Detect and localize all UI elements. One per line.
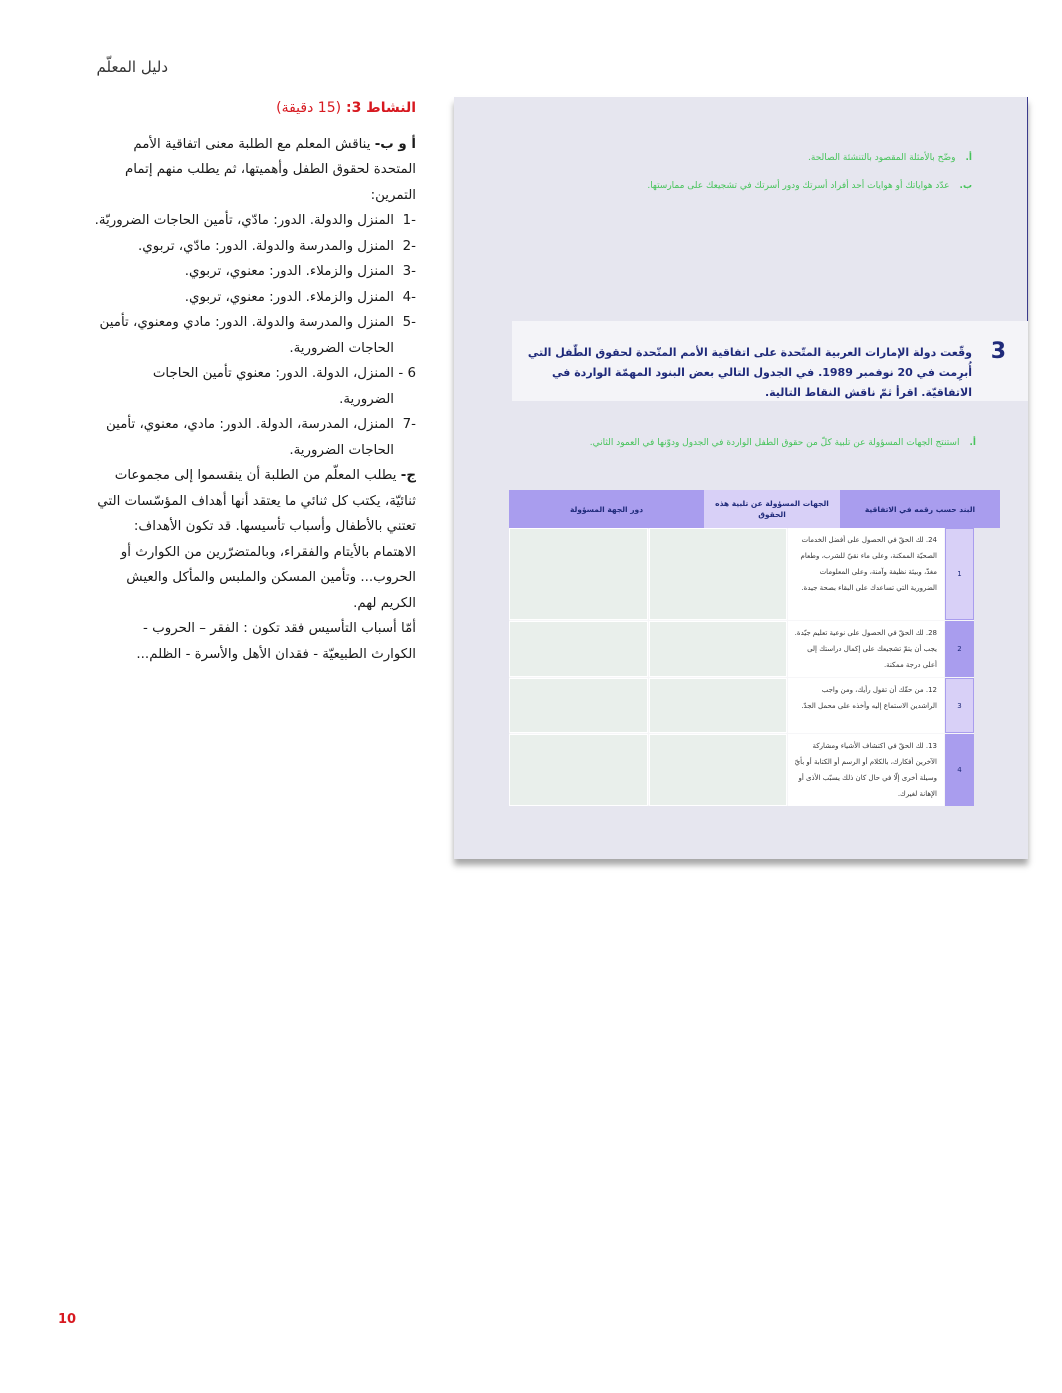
row-number: 4 bbox=[945, 734, 974, 806]
row-number: 2 bbox=[945, 621, 974, 677]
activity-title bbox=[94, 96, 416, 122]
clause-cell: 28. لك الحقّ في الحصول على نوعية تعليم جيّدة. يجب أن يتمّ تشجيعك على إكمال دراستك إلى أعلى درجة ممكنة. bbox=[788, 621, 944, 677]
row-number: 1 bbox=[945, 528, 974, 620]
role-cell bbox=[509, 678, 648, 733]
ab-text: يناقش المعلم مع الطلبة معنى اتفاقية الأمم المتحدة لحقوق الطفل وأهميتها، ثم يطلب منهم إتمام التمرين: bbox=[124, 136, 416, 203]
answer-number: -5 bbox=[402, 315, 416, 330]
header-clause-label: البند حسب رقمه في الاتفاقية bbox=[864, 504, 976, 514]
book-item-b bbox=[647, 181, 972, 191]
role-cell bbox=[509, 621, 648, 677]
answer-text: المنزل والدولة. الدور: مادّي، تأمين الحاجات الضروريّة. bbox=[94, 213, 394, 228]
answer-item bbox=[94, 234, 416, 260]
row-number: 3 bbox=[945, 678, 974, 733]
rights-table bbox=[509, 490, 974, 806]
page-number: 10 bbox=[58, 1312, 77, 1327]
clause-cell: 12. من حقّك أن تقول رأيك، ومن واجب الراشدين الاستماع إليه وأخذه على محمل الجدّ. bbox=[788, 678, 944, 733]
header-parties bbox=[704, 490, 840, 528]
book-item-a bbox=[808, 153, 972, 163]
instruction-a-letter: أ. bbox=[969, 438, 976, 448]
c-paragraph bbox=[94, 463, 416, 616]
table-row bbox=[509, 621, 974, 677]
answer-number: -3 bbox=[402, 264, 416, 279]
answer-text: المنزل والمدرسة والدولة. الدور: مادي ومعنوي، تأمين الحاجات الضرورية. bbox=[99, 315, 394, 356]
activity-title-label: النشاط 3: bbox=[345, 100, 416, 116]
answer-item bbox=[94, 285, 416, 311]
parties-cell bbox=[649, 734, 787, 806]
role-cell bbox=[509, 734, 648, 806]
page-divider-line bbox=[1027, 97, 1028, 321]
answers-list bbox=[94, 208, 416, 463]
answer-item bbox=[94, 412, 416, 463]
header-parties-label: الجهات المسؤولة عن تلبية هذه الحقوق bbox=[715, 499, 829, 519]
instruction-a-text: استنتج الجهات المسؤولة عن تلبية كلّ من حقوق الطفل الواردة في الجدول ودوّنها في العمود الثاني. bbox=[589, 438, 960, 448]
question-text: وقّعت دولة الإمارات العربية المتّحدة على اتفاقية الأمم المتّحدة لحقوق الطّفل التي أُبرِمت في 20 نوفمبر 1989. في الجدول التالي بعض البنود المهمّة الواردة في الاتفاقيّة. اقرأ ثمّ ناقش النقاط التالية. bbox=[527, 346, 972, 399]
answer-number: -2 bbox=[402, 238, 416, 254]
question-number: 3 bbox=[990, 339, 1006, 364]
item-b-letter: ب. bbox=[959, 181, 972, 191]
ab-paragraph bbox=[94, 132, 416, 209]
answer-text: المنزل، الدولة. الدور: معنوي تأمين الحاجات الضرورية. bbox=[152, 366, 394, 407]
ab-label: أ و ب- bbox=[374, 136, 416, 152]
header-clause bbox=[840, 490, 1000, 528]
table-row bbox=[509, 678, 974, 733]
answer-text: المنزل، المدرسة، الدولة. الدور: مادي، معنوي، تأمين الحاجات الضرورية. bbox=[105, 417, 394, 458]
item-b-text: عدّد هواياتك أو هوايات أحد أفراد أسرتك ودور أسرتك في تشجيعك على ممارستها. bbox=[647, 181, 950, 191]
c-text: يطلب المعلّم من الطلبة أن ينقسموا إلى مجموعات ثنائيّة، يكتب كل ثنائي ما يعتقد أنها أهداف المؤسّسات التي تعتني بالأطفال وأسباب تأسيسها. قد تكون الأهداف: الاهتمام بالأيتام والفقراء، وبالمتضرّرين من الكوارث أو الحروب... وتأمين المسكن والملبس والمأكل والعيش الكريم لهم. bbox=[97, 468, 416, 611]
answer-text: المنزل والمدرسة والدولة. الدور: مادّي، تربوي. bbox=[138, 238, 394, 254]
answer-number: -1 bbox=[402, 213, 416, 228]
activity-duration: (15 دقيقة) bbox=[276, 100, 342, 116]
table-row bbox=[509, 528, 974, 620]
c-label: ج- bbox=[400, 468, 416, 483]
c-paragraph-2: أمّا أسباب التأسيس فقد تكون : الفقر – الحروب - الكوارث الطبيعيّة - فقدان الأهل والأسرة - الظلم... bbox=[136, 621, 416, 662]
parties-cell bbox=[649, 678, 787, 733]
answer-item bbox=[94, 259, 416, 285]
answer-text: المنزل والزملاء. الدور: معنوي، تربوي. bbox=[184, 264, 394, 279]
guide-title: دليل المعلّم bbox=[96, 58, 168, 76]
answer-number: -4 bbox=[402, 289, 416, 305]
answer-item bbox=[94, 310, 416, 361]
parties-cell bbox=[649, 621, 787, 677]
clause-cell: 24. لك الحقّ في الحصول على أفضل الخدمات الصحيّة الممكنة، وعلى ماء نقيّ للشرب، وطعام مغذّ، وبيئة نظيفة وآمنة، وعلى المعلومات الضرورية التي تساعدك على البقاء بصحة جيدة. bbox=[788, 528, 944, 620]
answer-item bbox=[94, 208, 416, 234]
answer-item bbox=[94, 361, 416, 412]
item-a-letter: أ. bbox=[965, 153, 972, 163]
textbook-page-image bbox=[454, 97, 1028, 859]
table-row bbox=[509, 734, 974, 806]
header-role bbox=[509, 490, 704, 528]
answer-number: -7 bbox=[402, 417, 416, 432]
instruction-a bbox=[590, 438, 976, 448]
answer-number: 6 - bbox=[398, 366, 416, 381]
clause-cell: 13. لك الحقّ في اكتشاف الأشياء ومشاركة الآخرين أفكارك، بالكلام أو الرسم أو الكتابة أو بأيّ وسيلة أخرى إلّا في حال كان ذلك يسبّب الأذى أو الإهانة لغيرك. bbox=[788, 734, 944, 806]
header-role-label: دور الجهة المسؤولة bbox=[569, 504, 644, 514]
activity-section bbox=[94, 96, 416, 667]
parties-cell bbox=[649, 528, 787, 620]
question-3-band bbox=[512, 321, 1028, 401]
answer-text: المنزل والزملاء. الدور: معنوي، تربوي. bbox=[184, 289, 394, 305]
role-cell bbox=[509, 528, 648, 620]
item-a-text: وضّح بالأمثلة المقصود بالتنشئة الصالحة. bbox=[808, 153, 956, 163]
